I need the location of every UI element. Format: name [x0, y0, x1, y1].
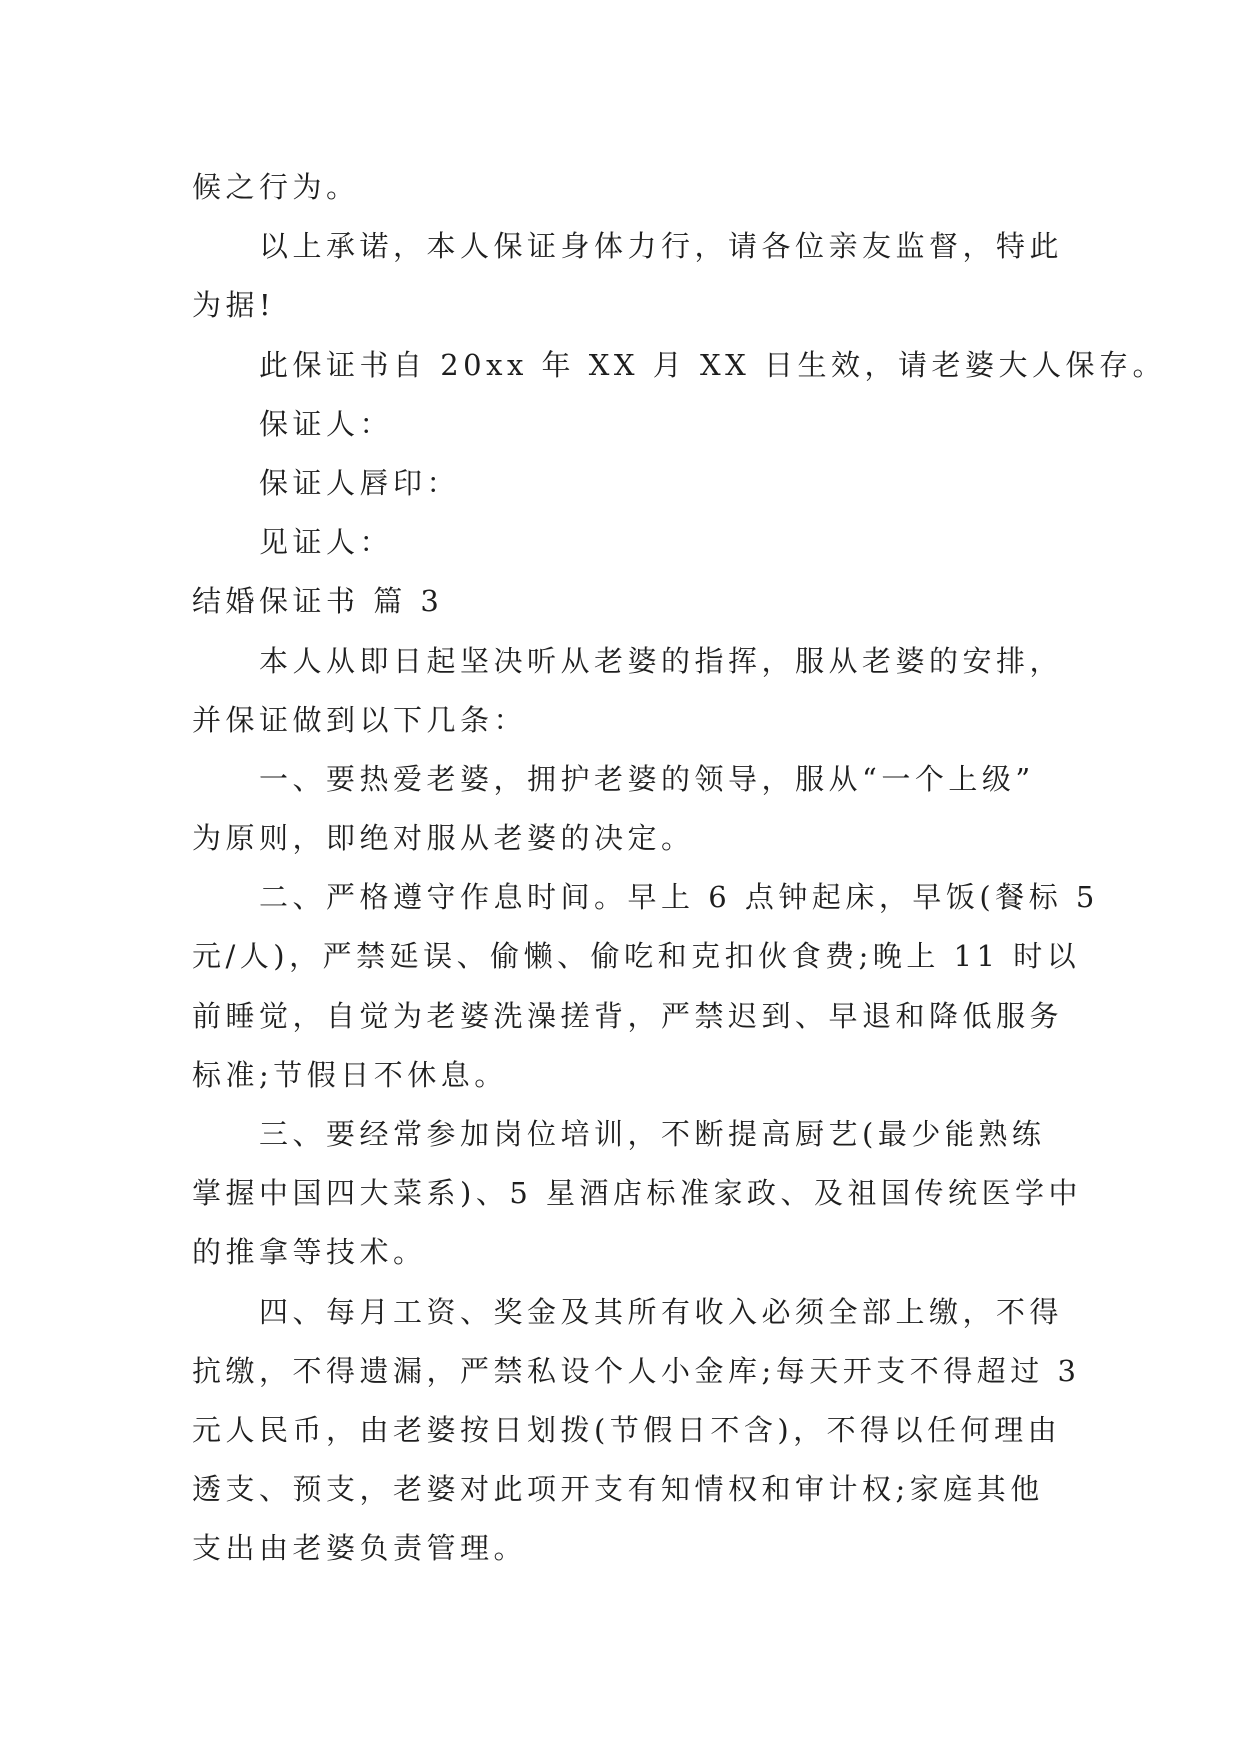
paragraph-line: 元人民币，由老婆按日划拨(节假日不含)，不得以任何理由 — [192, 1412, 1062, 1447]
paragraph-line: 抗缴，不得遗漏，严禁私设个人小金库;每天开支不得超过 3 — [192, 1353, 1081, 1388]
paragraph-line: 前睡觉，自觉为老婆洗澡搓背，严禁迟到、早退和降低服务 — [192, 998, 1064, 1033]
paragraph-line: 四、每月工资、奖金及其所有收入必须全部上缴，不得 — [259, 1294, 1064, 1329]
paragraph-line: 标准;节假日不休息。 — [192, 1057, 508, 1092]
section-title-text: 结婚保证书 篇 3 — [192, 584, 444, 619]
paragraph-line: 透支、预支，老婆对此项开支有知情权和审计权;家庭其他 — [192, 1472, 1044, 1507]
paragraph-line: 候之行为。 — [192, 170, 360, 204]
clause-4 — [192, 1283, 1092, 1579]
signature-block — [192, 395, 1092, 573]
paragraph-line: 二、严格遵守作息时间。早上 6 点钟起床，早饭(餐标 5 — [259, 880, 1099, 915]
paragraph-line: 的推拿等技术。 — [192, 1235, 427, 1270]
guarantor-label: 保证人： — [259, 406, 394, 441]
effective-date-paragraph — [192, 336, 1167, 395]
paragraph-line: 三、要经常参加岗位培训，不断提高厨艺(最少能熟练 — [259, 1117, 1046, 1151]
paragraph-line: 为原则，即绝对服从老婆的决定。 — [192, 821, 695, 856]
section-title — [192, 572, 1092, 631]
paragraph-line: 掌握中国四大菜系)、5 星酒店标准家政、及祖国传统医学中 — [192, 1176, 1082, 1211]
guarantor-lip-print-label: 保证人唇印： — [259, 465, 461, 500]
continuation-paragraph — [192, 158, 1092, 217]
paragraph-line: 元/人)，严禁延误、偷懒、偷吃和克扣伙食费;晚上 11 时以 — [192, 939, 1081, 974]
paragraph-line: 并保证做到以下几条： — [192, 702, 528, 737]
paragraph-line: 本人从即日起坚决听从老婆的指挥，服从老婆的安排， — [259, 643, 1064, 678]
document-body — [192, 158, 1167, 1579]
clause-1 — [192, 750, 1092, 868]
witness-label: 见证人： — [259, 525, 394, 560]
closing-paragraph — [192, 217, 1092, 335]
clause-3 — [192, 1105, 1092, 1283]
clause-2 — [192, 868, 1099, 1105]
intro-paragraph — [192, 632, 1092, 750]
paragraph-line: 以上承诺，本人保证身体力行，请各位亲友监督，特此 — [259, 229, 1064, 264]
paragraph-line: 支出由老婆负责管理。 — [192, 1531, 528, 1566]
paragraph-line: 一、要热爱老婆，拥护老婆的领导，服从“一个上级” — [259, 761, 1035, 796]
paragraph-line: 为据! — [192, 288, 276, 323]
paragraph-line: 此保证书自 20xx 年 XX 月 XX 日生效，请老婆大人保存。 — [259, 347, 1167, 382]
